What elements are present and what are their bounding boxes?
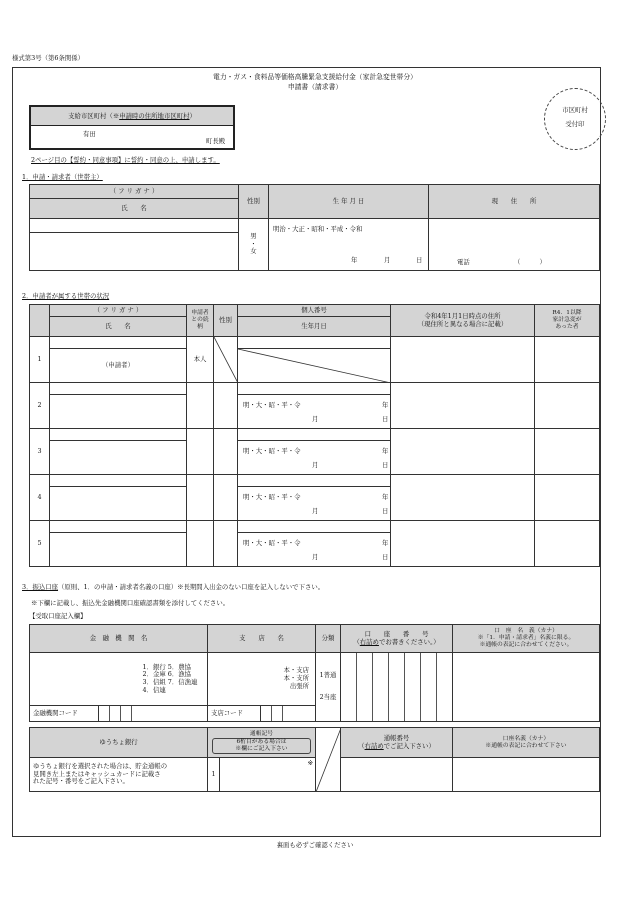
member-birth-cell[interactable]: 明・大・昭・平・令 年 月 日 (238, 533, 391, 567)
municipality-box (29, 105, 235, 150)
applicant-name-input[interactable] (30, 233, 239, 271)
member-r4-input[interactable] (535, 475, 600, 521)
row-number: 4 (30, 475, 50, 521)
member-furigana-input[interactable] (50, 475, 187, 487)
member-address-input[interactable] (391, 475, 535, 521)
mynumber-boxes[interactable] (238, 337, 391, 349)
municipality-name: 有田 (83, 130, 96, 138)
bank-name-header: 金 融 機 関 名 (30, 625, 208, 653)
asterisk-mark: ※ (307, 759, 313, 767)
mynumber-boxes[interactable] (238, 429, 391, 441)
bank-account-table (29, 624, 600, 722)
member-address-input[interactable] (391, 337, 535, 383)
member-furigana-input[interactable] (50, 429, 187, 441)
slash-line (316, 728, 341, 792)
tsucho-number-header: 通帳番号 （右詰めでご記入下さい） (341, 728, 453, 758)
applicant-address-cell[interactable] (429, 219, 600, 271)
member-r4-input[interactable] (535, 521, 600, 567)
member-sex-cell[interactable] (214, 429, 238, 475)
yucho-holder-header: 口座名義（カナ） ※通帳の表記に合わせて下さい (453, 728, 600, 758)
tsucho-symbol-boxes[interactable] (220, 758, 316, 792)
era-options: 明治・大正・昭和・平成・令和 (273, 225, 363, 233)
branch-code-boxes (260, 706, 293, 722)
receipt-stamp-circle (544, 88, 606, 150)
household-name-header: 氏 名 (50, 317, 187, 337)
mynumber-boxes[interactable] (238, 521, 391, 533)
member-furigana-input[interactable] (50, 337, 187, 349)
section3-note: ※下欄に記載し、振込先金融機関口座確認書類を添付してください。 (31, 599, 230, 607)
branch-name-header: 支 店 名 (208, 625, 316, 653)
section1-title: 1．申請・請求者（世帯主） (22, 173, 103, 181)
mynumber-header: 個人番号 (238, 305, 391, 317)
member-relation-cell[interactable] (187, 521, 214, 567)
footer-note: 裏面も必ずご確認ください (276, 841, 354, 849)
member-name-input[interactable] (50, 487, 187, 521)
account-type-options[interactable]: 1普通 2当座 (316, 653, 341, 722)
stamp-line2: 受付印 (565, 120, 585, 128)
member-sex-cell[interactable] (214, 383, 238, 429)
phone-label: 電話 (457, 258, 470, 266)
yucho-table (29, 727, 600, 792)
applicant-furigana-input[interactable] (30, 219, 239, 233)
branch-code-cell[interactable]: 支店コード (208, 705, 316, 721)
applicant-sex-cell[interactable]: 男 ・ 女 (239, 219, 269, 271)
yucho-divider (316, 728, 341, 792)
member-address-input[interactable] (391, 429, 535, 475)
form-subtitle: 申請書（請求書） (287, 83, 343, 91)
relation-header: 申請者 との続 柄 (187, 305, 214, 337)
member-birth-cell[interactable]: 明・大・昭・平・令 年 月 日 (238, 395, 391, 429)
bank-name-input[interactable] (30, 653, 140, 706)
member-birth-cell[interactable]: 明・大・昭・平・令 年 月 日 (238, 487, 391, 521)
bank-code-cell[interactable]: 金融機関コード (30, 705, 208, 721)
municipality-input[interactable] (31, 126, 233, 148)
bank-type-options[interactable]: 1．銀行 5．農協 2．金庫 6．漁協 3．信組 7．信漁連 4．信連 (140, 653, 208, 706)
name-header: 氏 名 (30, 199, 239, 219)
sex-header: 性別 (239, 185, 269, 219)
household-table (29, 304, 600, 567)
member-relation-cell[interactable]: 本人 (187, 337, 214, 383)
account-number-header: 口 座 番 号 （右詰めでお書きください。） (341, 625, 453, 653)
yucho-holder-input[interactable] (453, 758, 600, 792)
member-name-input[interactable] (50, 395, 187, 429)
household-birth-header: 生年月日 (238, 317, 391, 337)
member-name-input[interactable] (50, 533, 187, 567)
slash-line (238, 349, 391, 383)
mynumber-boxes[interactable] (238, 475, 391, 487)
address-header: 現 住 所 (429, 185, 600, 219)
tsucho-header: 通帳記号 6桁目がある場合は ※欄にご記入下さい (208, 728, 316, 758)
row-number: 1 (30, 337, 50, 383)
member-r4-input[interactable] (535, 337, 600, 383)
phone-parens: （ ） (514, 258, 546, 266)
municipality-header: 支給市区町村（※申請時の住所地市区町村） (31, 107, 233, 126)
account-type-header: 分類 (316, 625, 341, 653)
municipality-suffix: 町長殿 (206, 137, 226, 145)
household-address-header: 令和4年1月1日時点の住所 （現住所と異なる場合に記載） (391, 305, 535, 337)
member-sex-cell (214, 337, 238, 383)
applicant-table (29, 184, 600, 271)
member-address-input[interactable] (391, 383, 535, 429)
section3-title: 3．振込口座（原則、1．の申請・請求者名義の口座）※長期間入出金のない口座を記入しないで下さい。 (22, 583, 325, 591)
mynumber-boxes[interactable] (238, 383, 391, 395)
member-furigana-input[interactable] (50, 521, 187, 533)
member-sex-cell[interactable] (214, 521, 238, 567)
member-sex-cell[interactable] (214, 475, 238, 521)
yucho-description: ゆうちょ銀行を選択された場合は、貯金通帳の 見開き左上またはキャッシュカードに記載さ れた記号・番号をご記入下さい。 (30, 758, 208, 792)
member-name-input[interactable]: （申請者） (50, 349, 187, 383)
member-relation-cell[interactable] (187, 475, 214, 521)
form-number: 様式第3号（第6条関係） (12, 54, 85, 62)
consent-statement: 2ページ目の【誓約・同意事項】に誓約・同意の上、申請します。 (31, 156, 220, 164)
household-furigana-header: （ フ リ ガ ナ ） (50, 305, 187, 317)
row-number: 2 (30, 383, 50, 429)
member-r4-input[interactable] (535, 383, 600, 429)
bank-code-boxes (98, 706, 142, 722)
form-title: 電力・ガス・食料品等価格高騰緊急支援給付金（家計急変世帯分） (213, 73, 417, 81)
row-number: 5 (30, 521, 50, 567)
yucho-header: ゆうちょ銀行 (30, 728, 208, 758)
account-holder-header: 口 座 名 義（カナ） ※「1．申請・請求者」名義に限る。 ※通帳の表記に合わせてください。 (453, 625, 600, 653)
member-relation-cell[interactable] (187, 383, 214, 429)
slash-line (214, 337, 238, 383)
receiving-account-heading: 【受取口座記入欄】 (29, 612, 87, 620)
r4-header: R4．1以降 家計急変が あった者 (535, 305, 600, 337)
member-r4-input[interactable] (535, 429, 600, 475)
household-sex-header: 性別 (214, 305, 238, 337)
tsucho-first-digit: 1 (208, 758, 220, 792)
account-holder-input[interactable] (453, 653, 600, 722)
row-number: 3 (30, 429, 50, 475)
member-name-input[interactable] (50, 441, 187, 475)
member-birth-cell (238, 349, 391, 383)
branch-type-options[interactable]: 本・支店 本・支所 出張所 (208, 653, 316, 706)
member-furigana-input[interactable] (50, 383, 187, 395)
account-number-boxes[interactable] (341, 653, 453, 722)
tsucho-number-boxes[interactable] (341, 758, 453, 792)
section2-title: 2．申請者が属する世帯の状況 (22, 292, 110, 300)
applicant-birth-cell[interactable]: 明治・大正・昭和・平成・令和 年 月 日 (269, 219, 429, 271)
birth-header: 生 年 月 日 (269, 185, 429, 219)
member-address-input[interactable] (391, 521, 535, 567)
member-relation-cell[interactable] (187, 429, 214, 475)
stamp-line1: 市区町村 (562, 106, 588, 114)
furigana-header: （ フ リ ガ ナ ） (30, 185, 239, 199)
member-birth-cell[interactable]: 明・大・昭・平・令 年 月 日 (238, 441, 391, 475)
